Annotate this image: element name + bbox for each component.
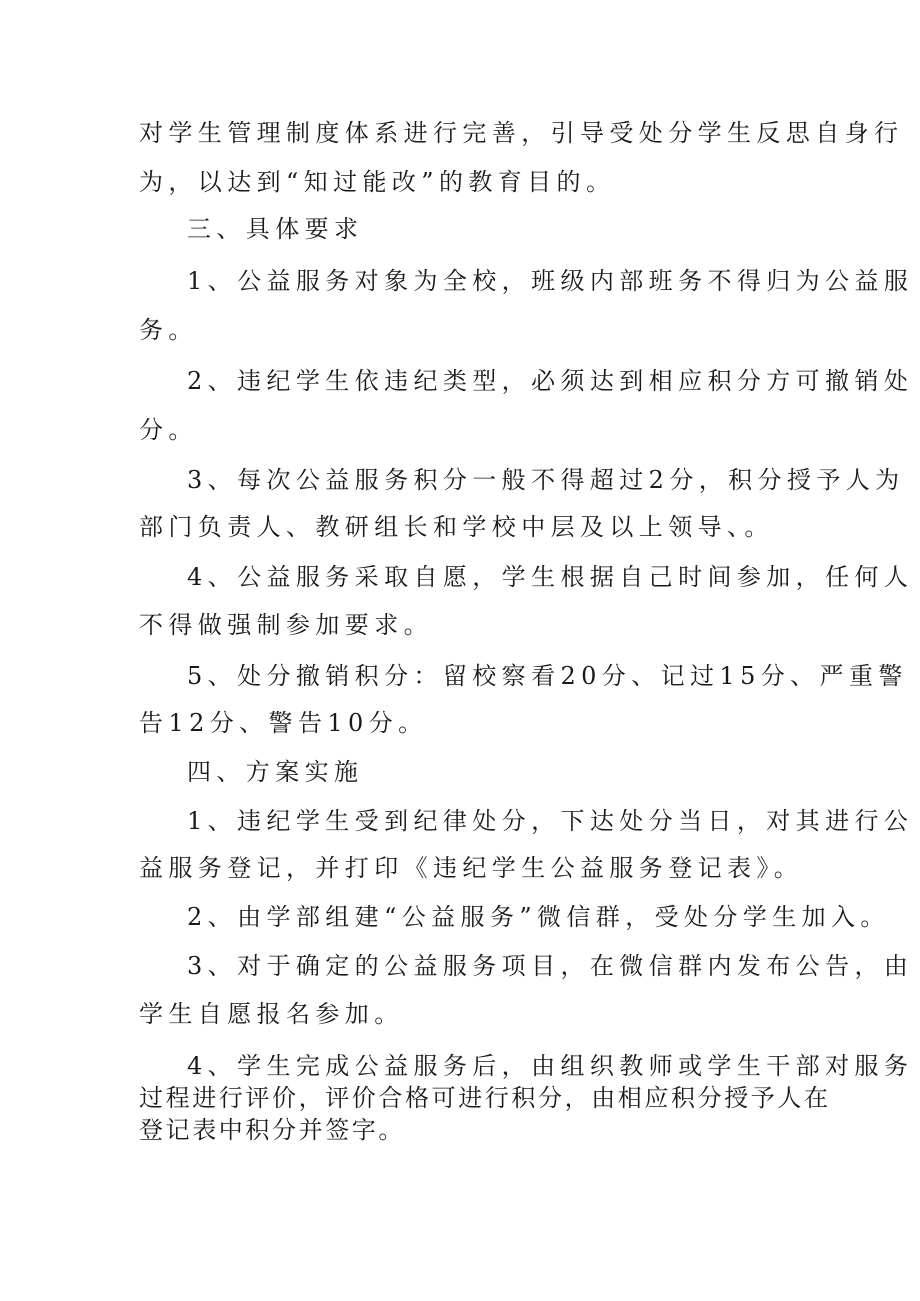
text-line: 过程进行评价，评价合格可进行积分，由相应积分授予人在 xyxy=(139,1084,831,1112)
text-line: 告12分、警告10分。 xyxy=(139,709,428,737)
text-line: 1、违纪学生受到纪律处分，下达处分当日，对其进行公 xyxy=(187,807,914,835)
text-line: 务。 xyxy=(139,316,198,344)
text-line: 部门负责人、教研组长和学校中层及以上领导、。 xyxy=(139,513,774,541)
text-line: 登记表中积分并签字。 xyxy=(139,1116,405,1144)
text-line: 为，以达到“知过能改”的教育目的。 xyxy=(139,168,616,196)
text-line: 学生自愿报名参加。 xyxy=(139,1000,404,1028)
text-line: 分。 xyxy=(139,416,198,444)
text-line: 4、学生完成公益服务后，由组织教师或学生干部对服务 xyxy=(187,1052,914,1080)
section-heading: 三、具体要求 xyxy=(187,215,364,243)
text-line: 2、违纪学生依违纪类型，必须达到相应积分方可撤销处 xyxy=(187,367,914,395)
text-line: 3、每次公益服务积分一般不得超过2分，积分授予人为 xyxy=(187,466,905,494)
text-line: 不得做强制参加要求。 xyxy=(139,611,433,639)
text-line: 5、处分撤销积分：留校察看20分、记过15分、严重警 xyxy=(187,662,908,690)
text-line: 3、对于确定的公益服务项目，在微信群内发布公告，由 xyxy=(187,952,914,980)
text-line: 益服务登记，并打印《违纪学生公益服务登记表》。 xyxy=(139,854,804,882)
text-line: 2、由学部组建“公益服务”微信群，受处分学生加入。 xyxy=(187,903,890,931)
text-line: 1、公益服务对象为全校，班级内部班务不得归为公益服 xyxy=(187,267,914,295)
text-line: 4、公益服务采取自愿，学生根据自己时间参加，任何人 xyxy=(187,563,914,591)
text-line: 对学生管理制度体系进行完善，引导受处分学生反思自身行 xyxy=(139,119,904,147)
section-heading: 四、方案实施 xyxy=(187,758,364,786)
